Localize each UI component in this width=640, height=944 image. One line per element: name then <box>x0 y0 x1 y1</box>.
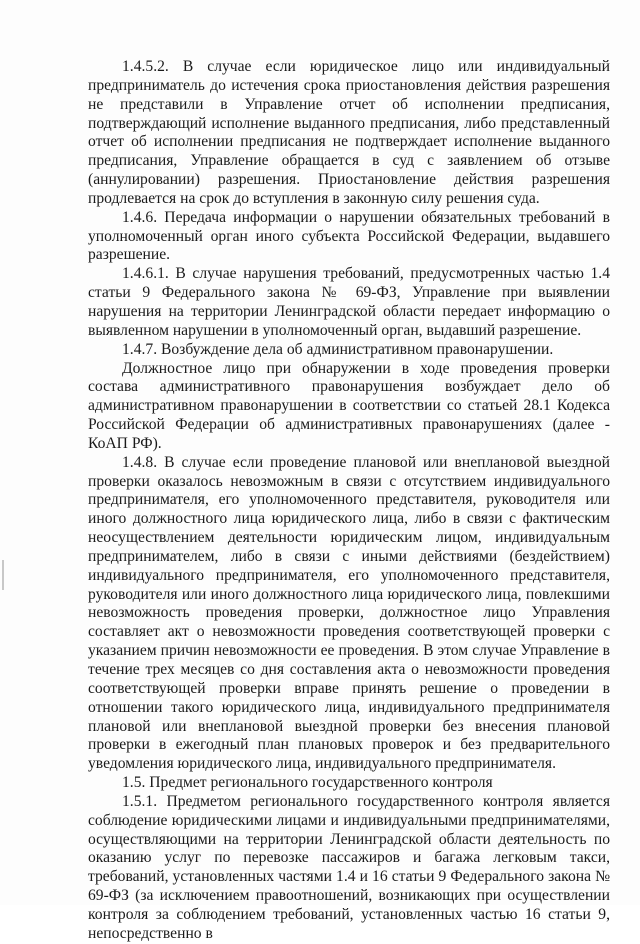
section-1-5-heading: 1.5. Предмет регионального государственного контроля <box>122 774 493 792</box>
document-body <box>88 58 610 944</box>
paragraph-1-4-6-1: 1.4.6.1. В случае нарушения требований, предусмотренных частью 1.4 статьи 9 Федерального закона № 69-ФЗ, Управление при выявлении нарушения на территории Ленинградской области передает информацию о выявленном нарушении в уполномоченный орган, выдавший разрешение. <box>88 265 610 339</box>
paragraph-1-5-1: 1.5.1. Предметом регионального государственного контроля является соблюдение юридическими лицами и индивидуальными предпринимателями, осуществляющими на территории Ленинградской области деятельность по оказанию услуг по перевозке пассажиров и багажа легковым такси, требований, установленных частями 1.4 и 16 статьи 9 Федерального закона № 69-ФЗ (за исключением правоотношений, возникающих при осуществлении контроля за соблюдением требований, установленных частью 16 статьи 9, непосредственно в <box>88 792 610 942</box>
paragraph-1-4-7-heading: 1.4.7. Возбуждение дела об административном правонарушении. <box>122 340 554 358</box>
paragraph-1-4-8: 1.4.8. В случае если проведение плановой или внеплановой выездной проверки оказалось невозможным в связи с отсутствием индивидуального предпринимателя, его уполномоченного представителя, руководителя или иного должностного лица юридического лица, либо в связи с фактическим неосуществлением деятельности юридическим лицом, индивидуальным предпринимателем, либо в связи с иными действиями (бездействием) индивидуального предпринимателя, его уполномоченного представителя, руководителя или иного должностного лица юридического лица, повлекшими невозможность проведения проверки, должностное лицо Управления составляет акт о невозможности проведения соответствующей проверки с указанием причин невозможности ее проведения. В этом случае Управление в течение трех месяцев со дня составления акта о невозможности проведения соответствующей проверки вправе принять решение о проведении в отношении такого юридического лица, индивидуального предпринимателя плановой или внеплановой выездной проверки без внесения плановой проверки в ежегодный план плановых проверок и без предварительного уведомления юридического лица, индивидуального предпринимателя. <box>88 453 610 773</box>
paragraph-1-4-6: 1.4.6. Передача информации о нарушении обязательных требований в уполномоченный орган иного субъекта Российской Федерации, выдавшего разрешение. <box>88 208 610 264</box>
scan-margin-mark <box>2 560 4 590</box>
paragraph-1-4-5-2: 1.4.5.2. В случае если юридическое лицо или индивидуальный предприниматель до истечения срока приостановления действия разрешения не представили в Управление отчет об исполнении предписания, подтверждающий исполнение выданного предписания, либо представленный отчет об исполнении предписания не подтверждает исполнение выданного предписания, Управление обращается в суд с заявлением об отзыве (аннулировании) разрешения. Приостановление действия разрешения продлевается на срок до вступления в законную силу решения суда. <box>88 58 610 207</box>
paragraph-1-4-7-body: Должностное лицо при обнаружении в ходе проведения проверки состава административного правонарушения возбуждает дело об административном правонарушении в соответствии со статьей 28.1 Кодекса Российской Федерации об административных правонарушениях (далее - КоАП РФ). <box>88 359 610 452</box>
